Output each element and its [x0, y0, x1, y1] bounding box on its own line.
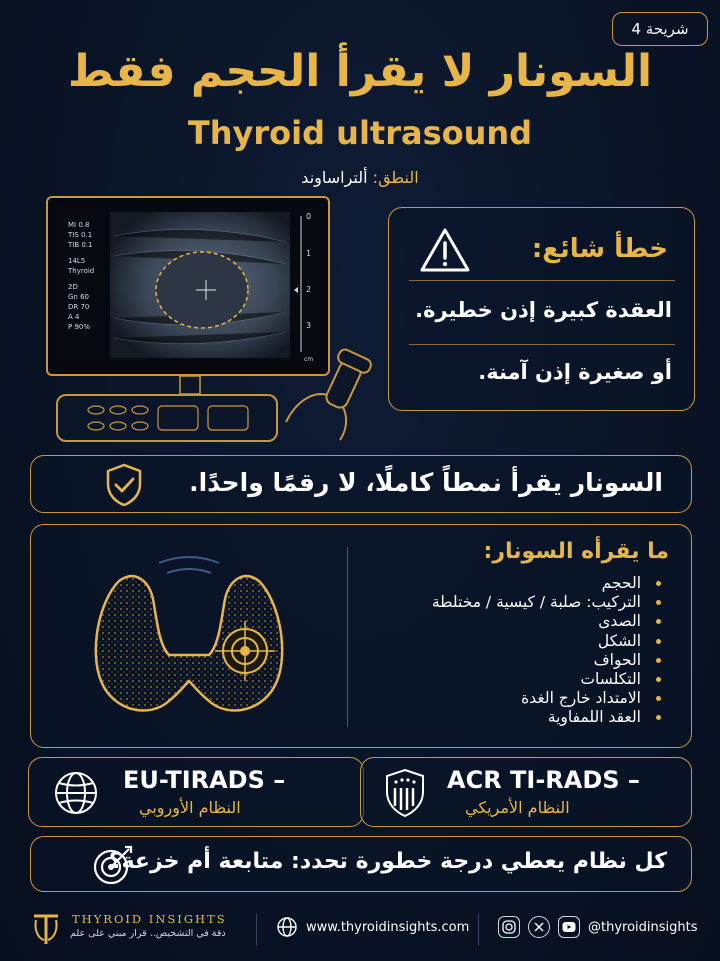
- info-line: MI 0.8: [68, 221, 90, 229]
- divider: [478, 914, 479, 946]
- divider: [347, 547, 348, 727]
- pronunciation-label: النطق:: [372, 168, 419, 187]
- eu-tirads-desc: النظام الأوروبي: [139, 798, 241, 817]
- probe-icon: [278, 328, 388, 448]
- reads-box: [30, 524, 692, 748]
- divider: [256, 914, 257, 946]
- list-item: الحجم: [432, 574, 663, 593]
- x-icon[interactable]: [528, 916, 550, 938]
- brand-tagline: دقة في التشخيص.. قرار مبني على علم: [70, 928, 226, 939]
- youtube-icon[interactable]: [558, 916, 580, 938]
- monitor-info: [68, 220, 94, 332]
- pattern-text: السونار يقرأ نمطاً كاملًا، لا رقمًا واحدًا.: [189, 468, 663, 497]
- instagram-icon[interactable]: [498, 916, 520, 938]
- error-line-2: أو صغيرة إذن آمنة.: [478, 360, 672, 384]
- us-shield-icon: [383, 768, 427, 822]
- warning-icon: [419, 226, 471, 278]
- acr-tirads-box: [360, 757, 692, 827]
- reads-list: [432, 574, 663, 728]
- info-line: Gn 60: [68, 293, 89, 301]
- eu-tirads-box: [28, 757, 364, 827]
- pattern-banner: [30, 455, 692, 513]
- logo-icon: [30, 910, 62, 952]
- console-controls: [58, 396, 280, 444]
- website-link[interactable]: www.thyroidinsights.com: [306, 920, 470, 935]
- globe-icon: [276, 916, 298, 942]
- footer: [0, 900, 720, 961]
- common-error-box: [388, 207, 695, 411]
- page-title: السونار لا يقرأ الحجم فقط: [67, 46, 653, 97]
- ultrasound-console: [56, 394, 278, 442]
- pronunciation: [0, 168, 720, 187]
- info-line: P 90%: [68, 323, 91, 331]
- eu-tirads-name: EU-TIRADS –: [123, 766, 286, 794]
- acr-tirads-name: ACR TI-RADS –: [447, 766, 640, 794]
- error-line-1: العقدة كبيرة إذن خطيرة.: [415, 298, 672, 322]
- slide-badge: شريحة 4: [612, 12, 708, 46]
- shield-check-icon: [103, 462, 145, 512]
- acr-tirads-desc: النظام الأمريكي: [465, 798, 570, 817]
- divider: [409, 344, 675, 345]
- error-title: خطأ شائع:: [531, 234, 668, 264]
- list-item: التركيب: صلبة / كيسية / مختلطة: [432, 593, 663, 612]
- question-banner: [30, 836, 692, 892]
- depth-tick-3: 3: [306, 321, 312, 330]
- list-item: الشكل: [432, 632, 663, 651]
- info-line: DR 70: [68, 303, 90, 311]
- monitor-stand: [150, 376, 230, 396]
- reads-title: ما يقرأه السونار:: [483, 539, 669, 564]
- depth-unit: cm: [304, 356, 314, 363]
- info-line: 2D: [68, 283, 78, 291]
- depth-tick-1: 1: [306, 249, 312, 258]
- depth-tick-0: 0: [306, 212, 312, 221]
- info-line: A 4: [68, 313, 80, 321]
- info-line: TIS 0.1: [68, 231, 93, 239]
- list-item: العقد اللمفاوية: [432, 708, 663, 727]
- thyroid-illustration: [89, 541, 289, 735]
- brand-name: THYROID INSIGHTS: [72, 912, 227, 926]
- list-item: الصدى: [432, 612, 663, 631]
- social-handle[interactable]: @thyroidinsights: [588, 920, 698, 935]
- info-line: 14L5: [68, 257, 86, 265]
- list-item: الامتداد خارج الغدة: [432, 689, 663, 708]
- info-line: Thyroid: [68, 267, 95, 275]
- divider: [409, 280, 675, 281]
- question-text: كل نظام يعطي درجة خطورة تحدد: متابعة أم خزعة؟: [108, 849, 667, 874]
- list-item: الحواف: [432, 651, 663, 670]
- globe-icon: [53, 770, 99, 820]
- list-item: التكلسات: [432, 670, 663, 689]
- page-subtitle: Thyroid ultrasound: [187, 114, 533, 152]
- depth-tick-2: 2: [306, 285, 312, 294]
- pronunciation-value: ألتراساوند: [301, 168, 368, 187]
- info-line: TIB 0.1: [68, 241, 93, 249]
